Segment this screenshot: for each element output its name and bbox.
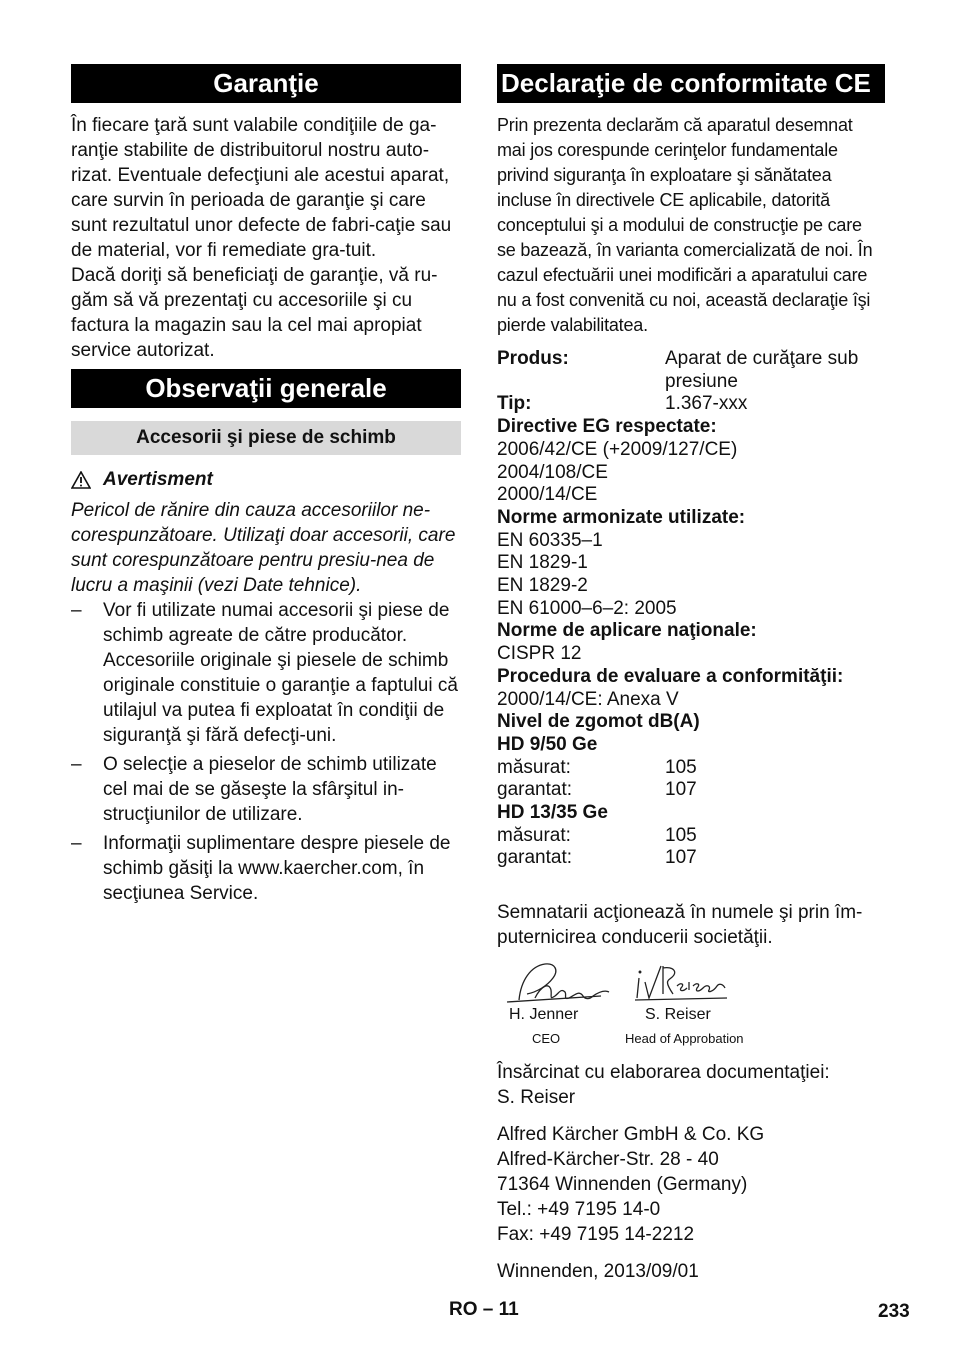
noise-level-label: Nivel de zgomot dB(A) (497, 711, 700, 733)
accessories-list (71, 598, 461, 906)
address-line: Tel.: +49 7195 14-0 (497, 1199, 661, 1221)
right-column (497, 64, 885, 1284)
signer1-role: CEO (532, 1031, 561, 1047)
norm-item: EN 60335–1 (497, 529, 603, 551)
measured-row (497, 757, 885, 780)
model-name: HD 13/35 Ge (497, 802, 608, 824)
place-date: Winnenden, 2013/09/01 (497, 1261, 699, 1283)
address-line: 71364 Winnenden (Germany) (497, 1174, 748, 1196)
general-notes-title: Observaţii generale (71, 369, 461, 408)
signer2-name: S. Reiser (645, 1006, 711, 1024)
norm-item: EN 1829-1 (497, 552, 588, 574)
signer2-role: Head of Approbation (625, 1031, 744, 1047)
type-value: 1.367-xxx (665, 393, 748, 415)
warning-label: Avertisment (103, 469, 213, 490)
company-address (497, 1122, 885, 1247)
product-label: Produs: (497, 348, 569, 369)
accessories-subtitle: Accesorii şi piese de schimb (71, 421, 461, 455)
address-line: Alfred Kärcher GmbH & Co. KG (497, 1124, 765, 1146)
norms-label: Norme armonizate utilizate: (497, 506, 746, 528)
type-label: Tip: (497, 393, 532, 415)
documentation-person: S. Reiser (497, 1087, 576, 1109)
list-item: – O selecţie a pieselor de schimb utilizate cel mai de se găseşte la sfârşitul in-strucţiunilor de utilizare. (71, 752, 461, 827)
national-norm-item: CISPR 12 (497, 643, 582, 665)
norm-item: EN 61000–6–2: 2005 (497, 597, 677, 619)
address-line: Alfred-Kärcher-Str. 28 - 40 (497, 1149, 719, 1171)
signature-block (497, 960, 885, 1060)
procedure-item: 2000/14/CE: Anexa V (497, 688, 679, 710)
directives-label: Directive EG respectate: (497, 416, 717, 438)
reiser-signature (635, 966, 727, 1000)
page-label: RO – 11 (449, 1299, 519, 1320)
guarantee-paragraph-2: Dacă doriţi să beneficiaţi de garanţie, vă ru-găm să vă prezentaţi cu accesoriile şi cu factura la magazin sau la cel mai apropiat service autorizat. (71, 265, 438, 361)
directive-item: 2006/42/CE (+2009/127/CE) (497, 438, 738, 460)
documentation-label: Însărcinat cu elaborarea documentaţiei: (497, 1062, 830, 1084)
address-line: Fax: +49 7195 14-2212 (497, 1224, 695, 1246)
guaranteed-row (497, 779, 885, 802)
norm-item: EN 1829-2 (497, 575, 588, 597)
model-name: HD 9/50 Ge (497, 733, 598, 755)
signatories-text: Semnatarii acţionează în numele şi prin îm-puternicirea conducerii societăţii. (497, 902, 863, 949)
directive-item: 2004/108/CE (497, 461, 608, 483)
guarantee-paragraph-1: În fiecare ţară sunt valabile condiţiile de ga-ranţie stabilite de distribuitorul nostru auto-rizat. Eventuale defecţiuni ale acestui aparat, care survin în perioada de garanţie şi care sunt rezultatul unor defecte de fabri-caţie sau de material, vor fi remediate gra-tuit. (71, 115, 452, 261)
directive-item: 2000/14/CE (497, 484, 598, 506)
guaranteed-row (497, 847, 885, 870)
measured-value: 105 (665, 756, 697, 778)
warning-heading (71, 467, 461, 492)
measured-label: măsurat: (497, 824, 571, 846)
ce-intro-paragraph: Prin prezenta declarăm că aparatul desemnat mai jos corespunde cerinţelor fundamentale privind siguranţa în exploatare şi sănătatea incluse în directivele CE aplicabile, datorită conceptului şi a modului de construcţie pe care se bazează, în varianta comercializată de noi. În cazul efectuării unei modificări a aparatului care nu a fost convenită cu noi, această declaraţie îşi pierde valabilitatea. (497, 115, 873, 335)
measured-row (497, 825, 885, 848)
measured-label: măsurat: (497, 756, 571, 778)
guaranteed-value: 107 (665, 779, 697, 801)
guaranteed-label: garantat: (497, 779, 572, 801)
procedure-label: Procedura de evaluare a conformităţii: (497, 665, 844, 687)
guaranteed-label: garantat: (497, 847, 572, 869)
jenner-signature (507, 964, 609, 1002)
product-value: Aparat de curăţare sub presiune (665, 348, 859, 392)
warning-triangle-icon (71, 471, 91, 489)
guaranteed-value: 107 (665, 847, 697, 869)
signer1-name: H. Jenner (509, 1006, 579, 1024)
ce-declaration-title: Declaraţie de conformitate CE (497, 64, 885, 103)
national-norms-label: Norme de aplicare naţionale: (497, 620, 757, 642)
page-number: 233 (878, 1301, 910, 1322)
list-item: – Informaţii suplimentare despre piesele de schimb găsiţi la www.kaercher.com, în secţiunea Service. (71, 831, 461, 906)
guarantee-title: Garanţie (71, 64, 461, 103)
measured-value: 105 (665, 824, 697, 846)
type-row (497, 393, 885, 416)
warning-text: Pericol de rănire din cauza accesoriilor ne-corespunzătoare. Utilizaţi doar accesorii, care sunt corespunzătoare pentru presiu-nea de lucru a maşinii (vezi Date tehnice). (71, 500, 456, 596)
product-row (497, 348, 885, 393)
list-item: – Vor fi utilizate numai accesorii şi piese de schimb agreate de către producător. Accesoriile originale şi piesele de schimb originale constituie o garanţie a faptului că utilajul va putea fi exploatat în condiţii de siguranţă şi fără defecţi-uni. (71, 598, 461, 748)
left-column (71, 64, 461, 910)
spec-block (497, 348, 885, 870)
